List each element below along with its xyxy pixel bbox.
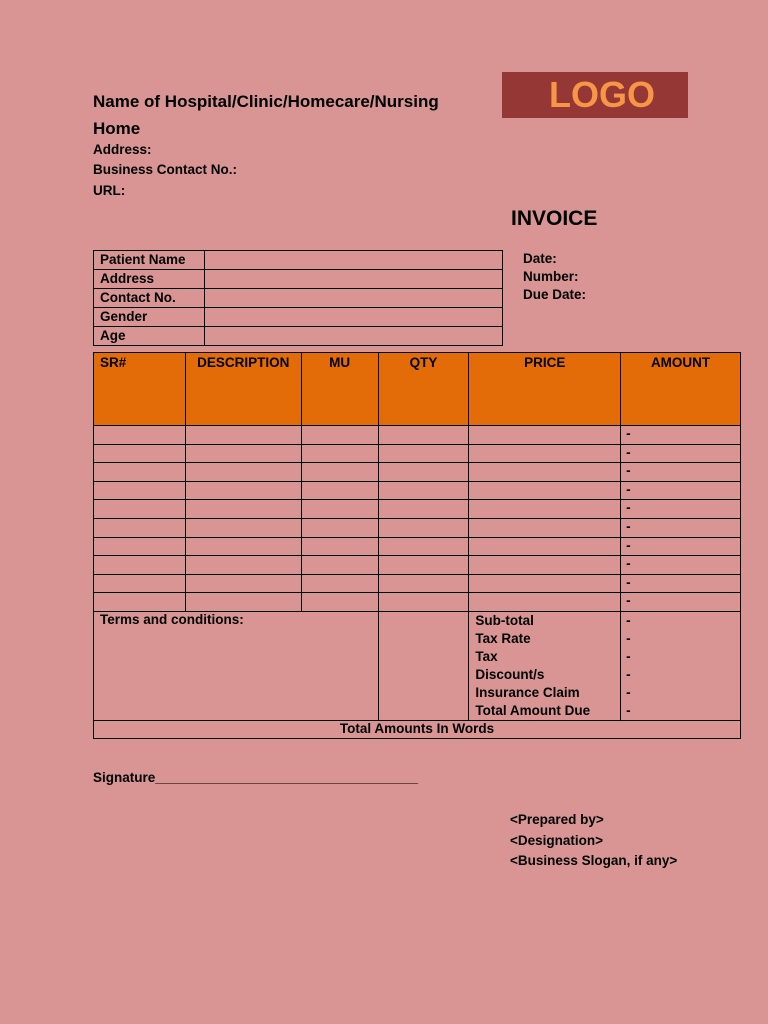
table-cell[interactable]	[378, 426, 469, 445]
table-cell[interactable]	[378, 518, 469, 537]
patient-field-value[interactable]	[205, 270, 503, 289]
column-header: MU	[301, 353, 378, 426]
amount-cell[interactable]: -	[621, 463, 741, 482]
table-cell[interactable]	[185, 556, 301, 575]
designation: <Designation>	[510, 832, 604, 848]
amount-cell[interactable]: -	[621, 481, 741, 500]
column-header: PRICE	[469, 353, 621, 426]
table-cell[interactable]	[94, 574, 186, 593]
table-row	[94, 481, 741, 500]
patient-field-label: Patient Name	[94, 251, 205, 270]
table-cell[interactable]	[301, 500, 378, 519]
table-row	[94, 574, 741, 593]
amount-cell[interactable]: -	[621, 574, 741, 593]
table-cell[interactable]	[301, 518, 378, 537]
table-cell[interactable]	[185, 593, 301, 612]
column-header: QTY	[378, 353, 469, 426]
table-cell[interactable]	[94, 444, 186, 463]
total-line-value: -	[626, 612, 631, 628]
amount-cell[interactable]: -	[621, 426, 741, 445]
table-row	[94, 593, 741, 612]
table-cell[interactable]	[378, 481, 469, 500]
table-row	[94, 463, 741, 482]
total-line-label: Discount/s	[475, 666, 545, 682]
due-date-label: Due Date:	[523, 287, 587, 302]
date-label: Date:	[523, 251, 557, 266]
patient-field-label: Gender	[94, 308, 205, 327]
table-cell[interactable]	[469, 518, 621, 537]
table-cell[interactable]	[378, 537, 469, 556]
total-line-label: Total Amount Due	[475, 702, 591, 718]
table-row	[94, 500, 741, 519]
amount-cell[interactable]: -	[621, 500, 741, 519]
signature-label: Signature	[93, 770, 156, 785]
table-cell[interactable]	[378, 463, 469, 482]
patient-field-value[interactable]	[205, 327, 503, 346]
column-header: AMOUNT	[621, 353, 741, 426]
logo: LOGO	[502, 72, 688, 118]
table-cell[interactable]	[469, 574, 621, 593]
terms-label: Terms and conditions:	[94, 611, 379, 720]
column-header: DESCRIPTION	[185, 353, 301, 426]
total-line-label: Insurance Claim	[475, 684, 580, 700]
patient-field-label: Age	[94, 327, 205, 346]
url-label: URL:	[93, 183, 126, 198]
total-line-label: Tax Rate	[475, 630, 531, 646]
table-cell[interactable]	[469, 556, 621, 575]
total-line-value: -	[626, 702, 631, 718]
table-cell[interactable]	[469, 444, 621, 463]
patient-row	[94, 289, 503, 308]
table-cell[interactable]	[94, 481, 186, 500]
invoice-title: INVOICE	[511, 207, 598, 230]
table-cell[interactable]	[94, 537, 186, 556]
amount-cell[interactable]: -	[621, 444, 741, 463]
table-cell[interactable]	[301, 556, 378, 575]
table-row	[94, 444, 741, 463]
table-cell[interactable]	[378, 574, 469, 593]
total-line-value: -	[626, 684, 631, 700]
patient-field-value[interactable]	[205, 251, 503, 270]
table-header-row	[94, 353, 741, 426]
patient-row	[94, 327, 503, 346]
signature	[93, 770, 418, 785]
org-name: Name of Hospital/Clinic/Homecare/Nursing Home	[93, 92, 439, 138]
patient-row	[94, 308, 503, 327]
table-cell[interactable]	[469, 481, 621, 500]
table-cell[interactable]	[469, 500, 621, 519]
table-cell[interactable]	[469, 593, 621, 612]
patient-field-label: Contact No.	[94, 289, 205, 308]
table-cell[interactable]	[94, 518, 186, 537]
table-row	[94, 556, 741, 575]
number-label: Number:	[523, 269, 579, 284]
total-line-value: -	[626, 648, 631, 664]
patient-field-value[interactable]	[205, 289, 503, 308]
amount-cell[interactable]: -	[621, 537, 741, 556]
patient-row	[94, 270, 503, 289]
table-cell[interactable]	[94, 500, 186, 519]
table-cell[interactable]	[185, 444, 301, 463]
total-line-label: Sub-total	[475, 612, 534, 628]
table-row	[94, 518, 741, 537]
table-cell[interactable]	[469, 537, 621, 556]
blank-cell	[378, 611, 469, 720]
patient-info-table	[93, 250, 503, 346]
totals-values	[621, 611, 741, 720]
patient-field-label: Address	[94, 270, 205, 289]
invoice-items-table	[93, 352, 741, 739]
footer	[510, 810, 677, 872]
prepared-by: <Prepared by>	[510, 812, 604, 827]
table-cell[interactable]	[378, 556, 469, 575]
table-cell[interactable]	[378, 500, 469, 519]
table-cell[interactable]	[185, 574, 301, 593]
table-cell[interactable]	[94, 556, 186, 575]
table-cell[interactable]	[94, 463, 186, 482]
table-cell[interactable]	[185, 500, 301, 519]
totals-section	[94, 611, 741, 720]
total-line-value: -	[626, 666, 631, 682]
table-cell[interactable]	[301, 537, 378, 556]
total-in-words-label: Total Amounts In Words	[94, 720, 741, 738]
table-cell[interactable]	[301, 574, 378, 593]
table-cell[interactable]	[301, 426, 378, 445]
table-cell[interactable]	[301, 593, 378, 612]
table-cell[interactable]	[301, 444, 378, 463]
table-cell[interactable]	[185, 463, 301, 482]
table-cell[interactable]	[469, 463, 621, 482]
patient-field-value[interactable]	[205, 308, 503, 327]
table-row	[94, 426, 741, 445]
table-cell[interactable]	[378, 593, 469, 612]
table-cell[interactable]	[185, 518, 301, 537]
contact-label: Business Contact No.:	[93, 162, 238, 177]
table-cell[interactable]	[469, 426, 621, 445]
total-line-label: Tax	[475, 648, 498, 664]
table-cell[interactable]	[94, 593, 186, 612]
table-cell[interactable]	[301, 481, 378, 500]
table-cell[interactable]	[378, 444, 469, 463]
amount-cell[interactable]: -	[621, 556, 741, 575]
amount-cell[interactable]: -	[621, 518, 741, 537]
signature-line: ___________________________________	[155, 770, 419, 785]
amount-cell[interactable]: -	[621, 593, 741, 612]
business-slogan: <Business Slogan, if any>	[510, 853, 678, 868]
table-cell[interactable]	[185, 426, 301, 445]
table-cell[interactable]	[185, 537, 301, 556]
table-cell[interactable]	[94, 426, 186, 445]
patient-row	[94, 251, 503, 270]
total-line-value: -	[626, 630, 631, 646]
table-cell[interactable]	[185, 481, 301, 500]
address-label: Address:	[93, 142, 152, 157]
table-row	[94, 537, 741, 556]
totals-labels	[469, 611, 621, 720]
table-cell[interactable]	[301, 463, 378, 482]
column-header: SR#	[94, 353, 186, 426]
